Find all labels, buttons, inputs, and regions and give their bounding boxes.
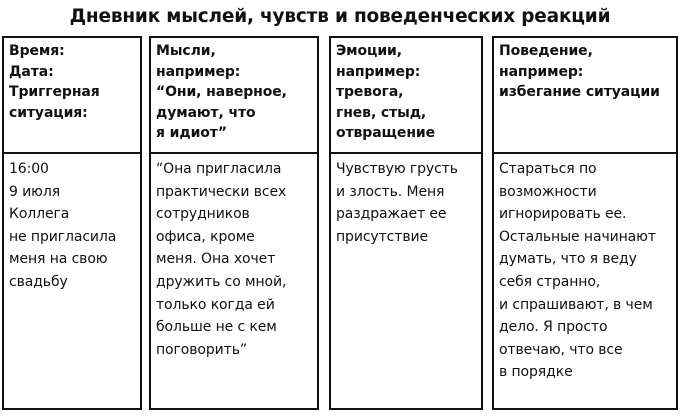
column-emotions [329, 36, 483, 410]
column-time-date-trigger [2, 36, 142, 410]
column-entry-behavior: Стараться по возможности игнорировать ее. Остальные начинают думать, что я веду себя странно, и спрашивают, в чем дело. Я просто отвечаю, что все в порядке [499, 161, 656, 381]
column-behavior [492, 36, 678, 410]
column-thoughts [149, 36, 319, 410]
column-header-behavior: Поведение, например: избегание ситуации [494, 38, 676, 154]
column-header-thoughts: Мысли, например: “Они, наверное, думают, что я идиот” [151, 38, 317, 154]
column-entry-thoughts: “Она пригласила практически всех сотрудников офиса, кроме меня. Она хочет дружить со мной, только когда ей больше не с кем поговорить” [156, 161, 287, 358]
column-entry-emotions: Чувствую грусть и злость. Меня раздражает ее присутствие [336, 161, 458, 245]
column-entry-time-date-trigger: 16:00 9 июля Коллега не пригласила меня на свою свадьбу [9, 161, 117, 290]
page-title: Дневник мыслей, чувств и поведенческих реакций [69, 6, 611, 27]
column-header-time-date-trigger: Время: Дата: Триггерная ситуация: [4, 38, 140, 154]
column-header-emotions: Эмоции, например: тревога, гнев, стыд, отвращение [331, 38, 481, 154]
